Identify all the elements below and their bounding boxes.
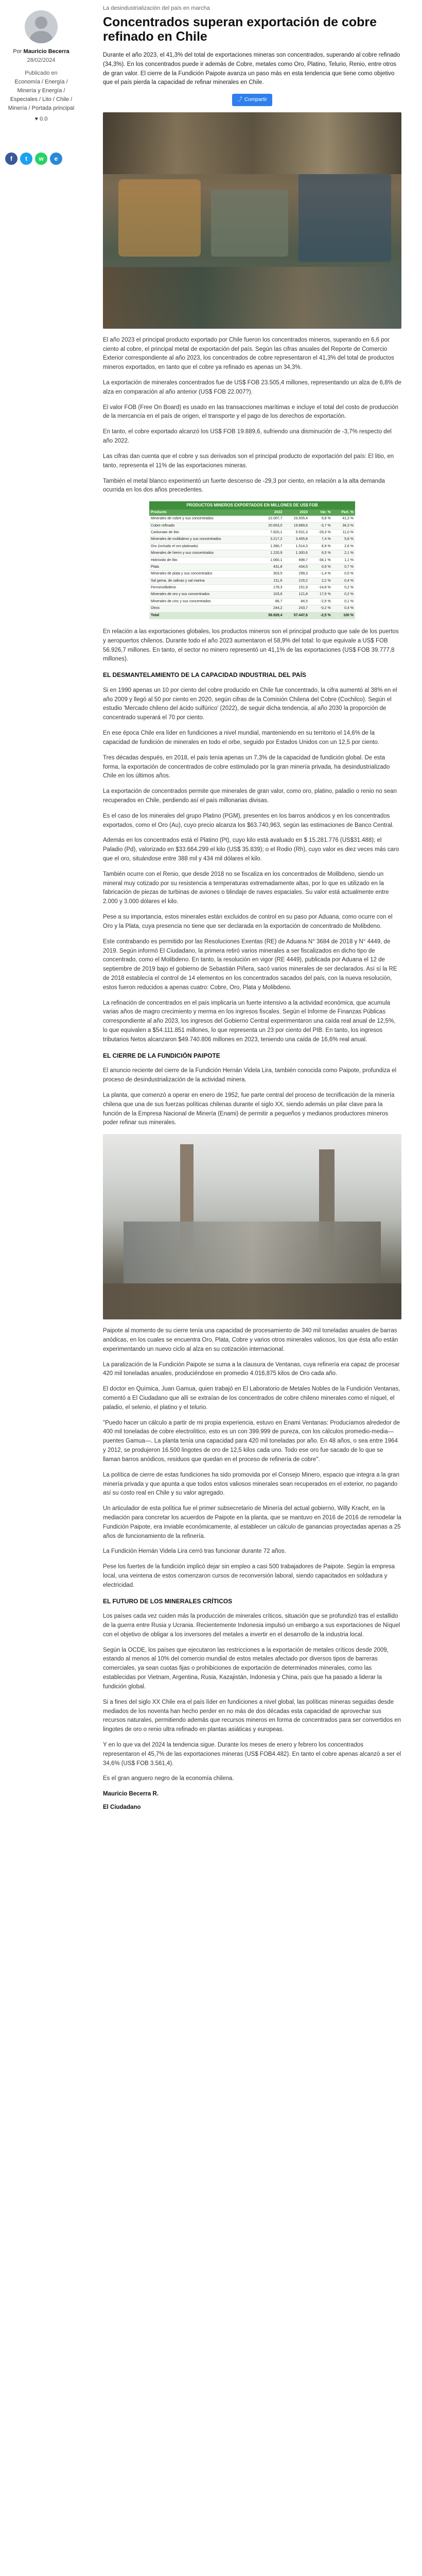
twitter-share-icon[interactable]: t: [20, 152, 32, 165]
table-row: [149, 571, 355, 578]
paragraph: Es el caso de los minerales del grupo Platino (PGM), presentes en los barros anódicos y en los concentrados exportados, como el Oro (Au), cuyo precio alcanza los $63.740,963, según las estimaciones de Banco Central.: [103, 812, 394, 828]
paragraph: El anuncio reciente del cierre de la Fundición Hernán Videla Lira, también conocida como Paipote, profundiza el proceso de desindustrialización de la actividad minera.: [103, 1067, 397, 1083]
table-row: [149, 585, 355, 591]
section-heading: EL CIERRE DE LA FUNDICIÓN PAIPOTE: [103, 1052, 220, 1059]
paragraph: Las cifras dan cuenta que el cobre y sus derivados son el principal producto de exportación del país: El litio, en tanto, representa el 11% de las exportaciones mineras.: [103, 453, 394, 469]
table-cell: 103,6: [258, 591, 284, 598]
table-cell: 434,5: [284, 564, 309, 570]
table-row: [149, 536, 355, 543]
table-cell: Plata: [149, 564, 258, 570]
table-cell: 121,8: [284, 591, 309, 598]
table-row: [149, 591, 355, 598]
table-cell: 151,9: [284, 585, 309, 591]
table-cell: 2,2 %: [309, 578, 332, 584]
table-cell: 23.505,4: [284, 516, 309, 522]
table-cell: 8,9 %: [309, 543, 332, 550]
table-cell: 698,7: [284, 557, 309, 564]
table-cell: Minerales de cobre y sus concentrados: [149, 516, 258, 522]
table-header-cell: Part. %: [332, 510, 355, 516]
table-row: [149, 557, 355, 564]
table-cell: 0,4 %: [332, 605, 355, 612]
table-cell: 6,5 %: [309, 550, 332, 557]
paragraph: El doctor en Química, Juan Gamua, quien trabajó en El Laboratorio de Metales Nobles de la Fundición Ventanas, comentó a El Ciudadano que allí se extraían de los concentrados de cobre chileno minerales como el níquel, el paladio, el selenio, el platino y el telurio.: [103, 1386, 400, 1411]
article-lead: Durante el año 2023, el 41,3% del total de exportaciones mineras son concentrados, superando al cobre refinado (34,3%). En los concentrados puede ir además de Cobre, metales como Oro, Platino, Telurio, Renio, entre otros de gran valor. El cierre de la Fundición Paipote avanza un paso más en esta tendencia que tiene como objetivo que el país pierda la capacidad de refinar minerales en Chile.: [103, 52, 400, 86]
table-cell: Minerales de oro y sus concentrados: [149, 591, 258, 598]
table-cell: 5.531,3: [284, 529, 309, 536]
category-list[interactable]: Economía / Energía / Minería y Energía / Especiales / Lito / Chile / Minería / Portada principal: [8, 79, 75, 112]
article-body: [103, 4, 401, 1817]
heart-icon: ♥: [34, 116, 39, 123]
table-row: [149, 516, 355, 522]
table-cell: 2,1 %: [332, 550, 355, 557]
table-cell: -34,1 %: [309, 557, 332, 564]
table-cell: 0,6 %: [309, 564, 332, 570]
author-prefix: Por: [13, 48, 22, 55]
whatsapp-share-icon[interactable]: w: [35, 152, 47, 165]
table-header-cell: 2022: [258, 510, 284, 516]
table-cell: 244,2: [258, 605, 284, 612]
share-embed-label: Compartir: [244, 97, 267, 103]
table-cell: Minerales de hierro y sus concentrados: [149, 550, 258, 557]
table-cell: 0,2 %: [332, 585, 355, 591]
paragraph: Según la OCDE, los países que ejecutaron las restricciones a la exportación de metales críticos desde 2009, estando al menos al 10% del comercio mundial de estos metales afectado por diversos tipos de barreras comerciales, ya sean cuotas fijas o prohibiciones de exportación de determinados minerales, como las establecidas por Vietnam, Argentina, Rusia, Kazajistán, Indonesia y China, país que ha pasado a liderar la fundición global.: [103, 1647, 389, 1690]
share-bar: [5, 152, 62, 165]
table-cell: 0,7 %: [332, 564, 355, 570]
table-cell: 7,4 %: [309, 536, 332, 543]
article-kicker[interactable]: La desindustrialización del país en marcha: [103, 5, 210, 11]
table-cell: Ferromolibdeno: [149, 585, 258, 591]
paragraph: Es el gran anguero negro de la economía chilena.: [103, 1775, 234, 1782]
table-cell: -29,3 %: [309, 529, 332, 536]
mineral-exports-table: [149, 501, 355, 619]
paragraph: La refinación de concentrados en el país implicaría un fuerte intensivo a la actividad económica, que acumula varias años de magro crecimiento y merma en los ingresos fiscales. Según el Informe de Finanzas Públicas correspondiente al año 2023, los ingresos del Gobierno Central experimentaron una caída real anual de 12,5%, lo que equivalen a $54.111.851 millones, lo que representa un 23 por ciento del PIB. En tanto, los ingresos tributarios Netos alcanzaron $49.740.806 millones en 2023, teniendo una caída de 16,6% real anual.: [103, 999, 396, 1043]
table-cell: 303,5: [258, 571, 284, 578]
paragraph: La política de cierre de estas fundiciones ha sido promovida por el Consejo Minero, espacio que integra a la gran minería privada y que apunta a que todos estos valiosos minerales sean recuperados en el exterior, no pagando así su costo real en Chile y su valor agregado.: [103, 1471, 399, 1497]
paragraph: La planta, que comenzó a operar en enero de 1952, fue parte central del proceso de tecnificación de la minería chilena que una de sus fuerzas políticas chilenas durante el siglo XX, siendo además un pilar clave para la función de la Empresa Nacional de Minería (Enami) de permitir a pequeños y medianos productores mineros poder refinar sus minerales.: [103, 1092, 395, 1126]
table-cell: Minerales de cinc y sus concentrados: [149, 598, 258, 605]
author-avatar[interactable]: [25, 10, 58, 43]
table-cell: 1.220,9: [258, 550, 284, 557]
table-cell: 34,3 %: [332, 522, 355, 529]
table-cell: 178,3: [258, 585, 284, 591]
table-caption: PRODUCTOS MINEROS EXPORTADOS EN MILLONES DE US$ FOB: [149, 501, 355, 510]
table-row: [149, 605, 355, 612]
signature-source[interactable]: El Ciudadano: [103, 1804, 141, 1811]
table-cell: 22.007,7: [258, 516, 284, 522]
table-cell: 0,4 %: [332, 578, 355, 584]
published-label: Publicado en: [25, 70, 58, 77]
table-cell: -2,5 %: [309, 612, 332, 619]
paragraph: Este contrabando es permitido por las Resoluciones Exentas (RE) de Aduana N° 3684 de 2018 y N° 4449, de 2019. Según informó El Ciudadano, la primera retiró varios minerales a ser fiscalizados en dicho tipo de concentrado, como el Molibdeno. En tanto, la resolución en vigor (RE 4449), publicada por Aduana el 12 de septiembre de 2019 bajo el gobierno de Sebastián Piñera, sacó varios minerales de ser declarados. Así sí la RE de 2018 establecía el control de 14 elementos en los concentrados sacados del país, con la nueva resolución, estos fueron reducidos a apenas cuatro: Cobre, Oro, Plata y Molibdeno.: [103, 938, 397, 991]
table-header-cell: 2023: [284, 510, 309, 516]
author-sidebar: [5, 10, 77, 124]
table-cell: 0,2 %: [332, 591, 355, 598]
table-cell: 3.217,2: [258, 536, 284, 543]
paragraph: Un articulador de esta política fue el primer subsecretario de Minería del actual gobierno, Willy Kracht, en la mediación para concretar los acuerdos de Paipote en la planta, que se mantuvo en 2016 de 2016 de remodelar la Fundición Paipote, era inviable económicamente, al establecer un cálculo de ganancias proyectadas apenas a 25 años de funcionamiento de la refinería.: [103, 1505, 401, 1539]
table-cell: 11,0 %: [332, 529, 355, 536]
paragraph: En ese época Chile era líder en fundiciones a nivel mundial, manteniendo en su territorio el 14,6% de la capacidad de fundición de minerales en todo el orbe, seguido por Estados Unidos con un 12,5 por ciento.: [103, 730, 380, 745]
table-cell: 100 %: [332, 612, 355, 619]
table-cell: Cobre refinado: [149, 522, 258, 529]
paragraph: El año 2023 el principal producto exportado por Chile fueron los concentrados mineros, superando en 6,6 por ciento al cobre, el principal metal de exportación del país. Según las cifras anuales del Reporte de Comercio Exterior correspondiente al año 2023, los concentrados de cobre representaron el 41,3% del total de productos mineros exportados, en tanto que el cobre ya refinado es apenas un 34,3%.: [103, 336, 394, 371]
table-cell: Carbonato de litio: [149, 529, 258, 536]
table-cell: -3,7 %: [309, 522, 332, 529]
table-cell: Total: [149, 612, 258, 619]
signature-author: Mauricio Becerra R.: [103, 1791, 159, 1798]
section-heading: EL DESMANTELAMIENTO DE LA CAPACIDAD INDUSTRIAL DEL PAÍS: [103, 671, 306, 679]
table-row: [149, 578, 355, 584]
paragraph: El valor FOB (Free On Board) es usado en las transacciones marítimas e incluye el total del costo de producción de la mercancía en el país de origen, el transporte y el pago de los derechos de exportación.: [103, 404, 398, 420]
table-body: [149, 516, 355, 619]
table-cell: -14,8 %: [309, 585, 332, 591]
table-row: [149, 543, 355, 550]
share-embed-button[interactable]: [232, 94, 272, 106]
table-header-cell: Var. %: [309, 510, 332, 516]
table-cell: 431,8: [258, 564, 284, 570]
signature: [103, 1790, 401, 1812]
paragraph: Los países cada vez cuiden más la producción de minerales críticos, situación que se profundizó tras el estallido de la guerra entre Rusia y Ucrania. Recientemente Indonesia impulsó un embargo a sus exportaciones de Níquel con el objetivo de obligar a los inversores del metales a invertir en el desarrollo de la industria local.: [103, 1613, 400, 1638]
table-cell: Minerales de molibdeno y sus concentrados: [149, 536, 258, 543]
paragraph: También ocurre con el Renio, que desde 2018 no se fiscaliza en los concentrados de Molibdeno, siendo un mineral muy cotizado por su resistencia a temperaturas extremadamente altas, por lo que es utilizado en la fabricación de piezas de turbinas de aviones o blindaje de naves espaciales. Su valor está actualmente entre 2.000 y 3.000 dólares el kilo.: [103, 871, 389, 905]
paragraph: "Puedo hacer un cálculo a partir de mi propia experiencia, estuvo en Enami Ventanas: Producíamos alrededor de 400 mil toneladas de cobre electrolítico, esto es un con 399.999 de pureza, con los cálculos promedio-media—puentes Gamua—. La planta tenía una capacidad para 420 mil toneladas por año. En 48 años, o sea entre 1964 y 2012, se produjeron 16.500 lingotes de oro de 12,5 kilos cada uno. Todo ese oro fue sacado de lo que se llaman barros anódicos, residuos que quedan en el proceso de refinería de cobre".: [103, 1419, 400, 1463]
paragraph: En relación a las exportaciones globales, los productos mineros son el principal producto que sale de los puertos y aeropuertos chilenos. Durante todo el año 2023 aumentaron el 58,9% del total: lo que equivale a US$ FOB 56.926,7 millones. En tanto, el sector no minero representó un 41,1% de las exportaciones (US$ FOB 39.777,8 millones).: [103, 629, 399, 663]
paragraph: Si a fines del siglo XX Chile era el país líder en fundiciones a nivel global, las políticas mineras seguidas desde mediados de los noventa han hecho perder en no más de dos décadas esta capacidad de aprovechar sus recursos naturales, permitiendo además que recursos mineros en forma de concentrados para ser convertidos en lingotes de oro o renio ultra refinado en plantas asiáticas y europeas.: [103, 1699, 401, 1733]
table-cell: 58.929,4: [258, 612, 284, 619]
table-cell: 1.514,3: [284, 543, 309, 550]
table-cell: 216,2: [284, 578, 309, 584]
table-row: [149, 522, 355, 529]
table-cell: 2,6 %: [332, 543, 355, 550]
paragraph: En tanto, el cobre exportado alcanzó los US$ FOB 19.889,6, sufriendo una disminución de -3,7% respecto del año 2022.: [103, 429, 392, 445]
table-cell: 0,5 %: [332, 571, 355, 578]
table-row: [149, 564, 355, 570]
table-cell: Oro (incluido el oro platinado): [149, 543, 258, 550]
paragraph: La exportación de minerales concentrados fue de US$ FOB 23.505,4 millones, representando un alza de 6,8% de alza en comparación al año anterior (US$ FOB 22.007?).: [103, 380, 401, 395]
paragraph: Además en los concentrados está el Platino (Pt), cuyo kilo está avaluado en $ 15.281.776 (US$31.488); el Paladio (Pd), valorizado en $33.664.299 el kilo (US$ 35.839); o el Rodio (Rh), cuyo valor es diez veces más caro que el oro, situándose entre 388 mil y 434 mil dólares el kilo.: [103, 837, 399, 862]
table-cell: -0,2 %: [309, 605, 332, 612]
embed-row: [103, 94, 401, 106]
table-cell: 57.447,6: [284, 612, 309, 619]
paragraph: La exportación de concentrados permite que minerales de gran valor, como oro, platino, paladio o renio no sean recuperados en Chile, perdiendo así el país millonarias divisas.: [103, 788, 397, 804]
paragraph: Si en 1990 apenas un 10 por ciento del cobre producido en Chile fue concentrado, la cifra aumentó al 38% en el año 2009 y llegó al 50 por ciento en 2020, según cifras de la Comisión Chilena del Cobre (Cochilco). Según el estudio 'Mercado chileno del ácido sulfúrico' (2022), de seguir dicha tendencia, al año 2030 la proporción de concentrado superará el 70 por ciento.: [103, 687, 397, 721]
section-heading: EL FUTURO DE LOS MINERALES CRÍTICOS: [103, 1597, 233, 1605]
table-header-cell: Producto: [149, 510, 258, 516]
table-cell: 20.653,0: [258, 522, 284, 529]
author-name[interactable]: Mauricio Becerra: [23, 48, 69, 55]
paragraph: Tres décadas después, en 2018, el país tenía apenas un 7,3% de la capacidad de fundición global. De esta forma, la exportación de concentrados de cobre estimulado por la gran minería privada, ha desindustrializado Chile en los últimos años.: [103, 754, 390, 779]
paragraph: La Fundición Hernán Videla Lira cerró tras funcionar durante 72 años.: [103, 1548, 286, 1555]
table-total-row: [149, 612, 355, 619]
paragraph: La paralización de la Fundición Paipote se suma a la clausura de Ventanas, cuya refinería era capaz de procesar 420 mil toneladas anuales, produciéndose en promedio 4.016,875 kilos de Oro cada año.: [103, 1361, 400, 1377]
table-cell: Hidróxido de litio: [149, 557, 258, 564]
publish-date: 28/02/2024: [27, 57, 56, 64]
paragraph: También el metal blanco experimentó un fuerte descenso de -29,3 por ciento, en relación a la alta demanda ocurrida en los dos años precedentes.: [103, 478, 385, 494]
table-cell: 7.820,1: [258, 529, 284, 536]
table-cell: 1.300,6: [284, 550, 309, 557]
table-cell: Sal gema, de salinas y sal marina: [149, 578, 258, 584]
table-cell: -1,4 %: [309, 571, 332, 578]
table-cell: 84,5: [284, 598, 309, 605]
share-icon: ⤴: [237, 97, 243, 103]
table-cell: 5,8 %: [332, 536, 355, 543]
table-row: [149, 598, 355, 605]
table-cell: 1,1 %: [332, 557, 355, 564]
table-cell: -2,5 %: [309, 598, 332, 605]
paragraph: Y en lo que va del 2024 la tendencia sigue. Durante los meses de enero y febrero los concentrados representaron el 45,7% de las exportaciones mineras (US$ FOB4.482). En tanto el cobre apenas alcanzó a ser el 34,6% (US$ FOB 3.561,4).: [103, 1741, 401, 1767]
table-cell: 211,6: [258, 578, 284, 584]
table-cell: Otros: [149, 605, 258, 612]
table-cell: 0,1 %: [332, 598, 355, 605]
facebook-share-icon[interactable]: f: [5, 152, 17, 165]
table-row: [149, 550, 355, 557]
smelter-photo: [103, 1134, 401, 1319]
rating-value: 0.0: [40, 116, 48, 123]
table-row: [149, 529, 355, 536]
table-cell: 299,3: [284, 571, 309, 578]
table-cell: 17,6 %: [309, 591, 332, 598]
table-cell: Minerales de plata y sus concentrados: [149, 571, 258, 578]
paragraph: Pese a su importancia, estos minerales están excluidos de control en su paso por Aduana, como ocurre con el Oro y la Plata, cuya presencia no tiene que ser declarada en la exportación de concentrado de Molibdeno.: [103, 914, 393, 929]
table-cell: 1.390,7: [258, 543, 284, 550]
author-line: [5, 47, 77, 56]
warehouse-photo: [103, 112, 401, 329]
table-cell: 86,7: [258, 598, 284, 605]
table-cell: 19.889,6: [284, 522, 309, 529]
table-cell: 3.455,8: [284, 536, 309, 543]
table-header-row: [149, 510, 355, 516]
table-cell: 6,8 %: [309, 516, 332, 522]
table-cell: 243,7: [284, 605, 309, 612]
table-cell: 41,3 %: [332, 516, 355, 522]
email-share-icon[interactable]: e: [50, 152, 62, 165]
paragraph: Paipote al momento de su cierre tenía una capacidad de procesamiento de 340 mil toneladas anuales de barras anódicas, en los cuales se encuentra Oro, Plata, Cobre y varios otros minerales valiosos, los que ésta año están experimentando un nuevo ciclo al alza en su cotización internacional.: [103, 1328, 398, 1352]
article-title: Concentrados superan exportación de cobre refinado en Chile: [103, 15, 377, 44]
paragraph: Pese los fuertes de la fundición implicó dejar sin empleo a casi 500 trabajadores de Paipote. Según la empresa local, una veintena de estos comenzaron cursos de reconversión laboral, siendo capacitados en soldadura y electricidad.: [103, 1564, 395, 1588]
rating[interactable]: [5, 115, 77, 124]
table-cell: 1.060,1: [258, 557, 284, 564]
